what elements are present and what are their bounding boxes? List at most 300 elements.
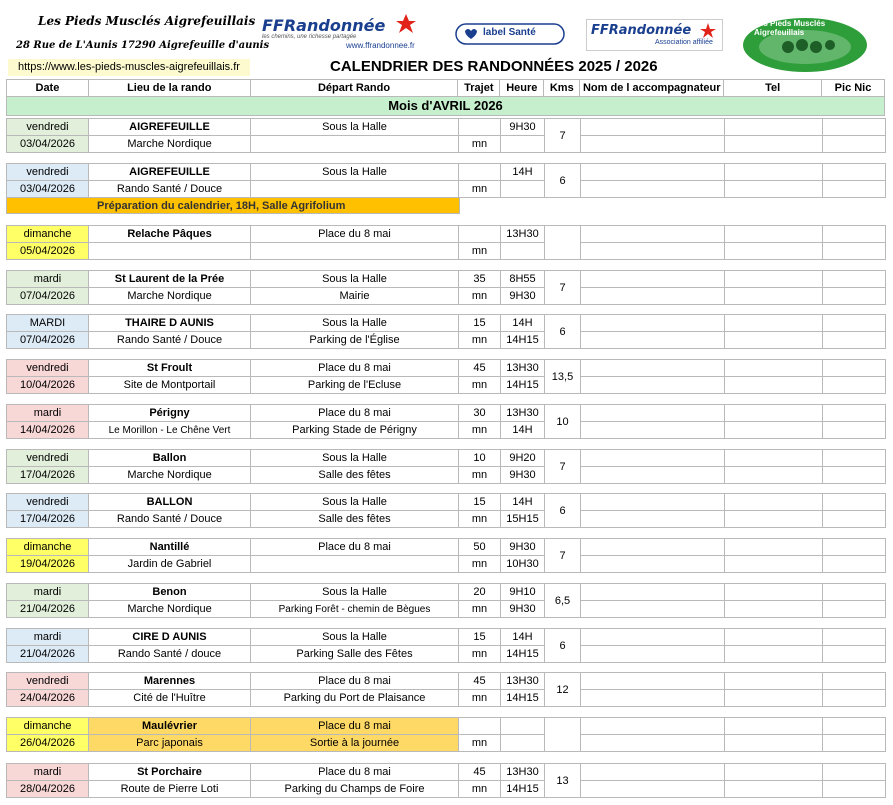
hike-picnic (823, 181, 886, 198)
club-address: 28 Rue de L'Aunis 17290 Aigrefeuille d'aunis (16, 40, 270, 51)
hike-tel (725, 718, 823, 735)
hike-meeting-point: Mairie (251, 288, 459, 305)
hike-day: dimanche (7, 226, 89, 243)
hike-place: Périgny (89, 405, 251, 422)
hike-day: vendredi (7, 673, 89, 690)
hike-meeting-point: Parking du Champs de Foire (251, 781, 459, 798)
hike-guide (581, 511, 725, 528)
hike-guide (581, 690, 725, 707)
hike-kms: 10 (545, 405, 581, 439)
hike-guide (581, 494, 725, 511)
hike-trajet (459, 119, 501, 136)
hike-trajet: 30 (459, 405, 501, 422)
hike-departure: Sous la Halle (251, 450, 459, 467)
hike-guide (581, 377, 725, 394)
hike-guide (581, 584, 725, 601)
hike-place: St Froult (89, 360, 251, 377)
hike-kms: 6 (545, 629, 581, 663)
hike-trajet: 50 (459, 539, 501, 556)
hike-kms: 6 (545, 164, 581, 198)
hike-subtitle: Rando Santé / Douce (89, 511, 251, 528)
hike-trajet: 15 (459, 315, 501, 332)
hike-departure: Sous la Halle (251, 315, 459, 332)
hike-meeting-point (251, 243, 459, 260)
hike-guide (581, 646, 725, 663)
hiker-star-icon (699, 22, 717, 40)
hike-departure: Sous la Halle (251, 584, 459, 601)
hike-tel (725, 332, 823, 349)
hike-trajet-unit: mn (459, 511, 501, 528)
col-header-date: Date (7, 80, 89, 97)
hike-trajet-unit: mn (459, 422, 501, 439)
hike-picnic (823, 119, 886, 136)
hike-departure: Place du 8 mai (251, 718, 459, 735)
hike-meeting-point (251, 181, 459, 198)
hike-trajet-unit: mn (459, 690, 501, 707)
hike-picnic (823, 136, 886, 153)
hike-time-2: 14H15 (501, 646, 545, 663)
hike-time-2: 14H (501, 422, 545, 439)
hike-guide (581, 422, 725, 439)
hike-guide (581, 315, 725, 332)
hike-subtitle: Marche Nordique (89, 136, 251, 153)
hike-trajet-unit: mn (459, 467, 501, 484)
hike-tel (725, 467, 823, 484)
hike-date: 07/04/2026 (7, 288, 89, 305)
hike-block (6, 225, 886, 260)
hike-date: 21/04/2026 (7, 646, 89, 663)
hike-subtitle: Route de Pierre Loti (89, 781, 251, 798)
hike-departure: Place du 8 mai (251, 405, 459, 422)
hike-tel (725, 673, 823, 690)
hike-meeting-point: Parking Forêt - chemin de Bègues (251, 601, 459, 618)
hike-tel (725, 764, 823, 781)
hike-subtitle: Site de Montportail (89, 377, 251, 394)
hike-date: 21/04/2026 (7, 601, 89, 618)
hike-picnic (823, 556, 886, 573)
hike-tel (725, 690, 823, 707)
hike-subtitle: Marche Nordique (89, 288, 251, 305)
hike-guide (581, 718, 725, 735)
hike-picnic (823, 690, 886, 707)
page-title: CALENDRIER DES RANDONNÉES 2025 / 2026 (330, 58, 658, 75)
hike-picnic (823, 377, 886, 394)
hike-picnic (823, 467, 886, 484)
hike-day: mardi (7, 629, 89, 646)
hike-subtitle: Jardin de Gabriel (89, 556, 251, 573)
hike-tel (725, 450, 823, 467)
club-logo (740, 15, 870, 75)
hike-time-2: 14H15 (501, 377, 545, 394)
hike-departure: Sous la Halle (251, 629, 459, 646)
hike-date: 26/04/2026 (7, 735, 89, 752)
hike-guide (581, 360, 725, 377)
hike-day: mardi (7, 405, 89, 422)
hike-guide (581, 271, 725, 288)
hike-date: 03/04/2026 (7, 181, 89, 198)
hike-tel (725, 360, 823, 377)
hike-tel (725, 781, 823, 798)
hike-date: 17/04/2026 (7, 511, 89, 528)
hike-kms: 12 (545, 673, 581, 707)
hike-departure: Sous la Halle (251, 271, 459, 288)
column-header-row (6, 79, 885, 97)
hike-trajet: 10 (459, 450, 501, 467)
hike-day: dimanche (7, 718, 89, 735)
ffrandonnee-affiliated-logo (586, 19, 723, 51)
hike-picnic (823, 494, 886, 511)
hike-day: vendredi (7, 450, 89, 467)
hike-trajet-unit: mn (459, 288, 501, 305)
hike-meeting-point: Parking Stade de Périgny (251, 422, 459, 439)
hike-time-1 (501, 718, 545, 735)
hike-trajet (459, 718, 501, 735)
hike-trajet: 45 (459, 764, 501, 781)
hike-tel (725, 422, 823, 439)
hike-time-2 (501, 181, 545, 198)
hike-time-1: 13H30 (501, 673, 545, 690)
hike-time-2: 10H30 (501, 556, 545, 573)
hike-picnic (823, 450, 886, 467)
hike-tel (725, 315, 823, 332)
ffrandonnee-logo (262, 16, 422, 52)
hike-time-1: 14H (501, 629, 545, 646)
hike-kms: 7 (545, 450, 581, 484)
hike-guide (581, 136, 725, 153)
hike-subtitle: Rando Santé / Douce (89, 181, 251, 198)
hike-trajet-unit: mn (459, 601, 501, 618)
hike-time-2: 9H30 (501, 601, 545, 618)
hike-trajet: 35 (459, 271, 501, 288)
hike-kms: 13 (545, 764, 581, 798)
ffrandonnee-logo-url: www.ffrandonnee.fr (346, 41, 415, 50)
hike-time-1: 8H55 (501, 271, 545, 288)
hike-guide (581, 405, 725, 422)
hike-kms: 6,5 (545, 584, 581, 618)
hike-time-1: 13H30 (501, 226, 545, 243)
page-header (0, 0, 893, 80)
hike-subtitle: Parc japonais (89, 735, 251, 752)
club-url-link[interactable]: https://www.les-pieds-muscles-aigrefeuillais.fr (8, 59, 250, 76)
club-name: Les Pieds Musclés Aigrefeuillais (38, 14, 256, 28)
ffrandonnee-logo-tagline: les chemins, une richesse partagée (262, 34, 357, 40)
hike-time-1: 9H30 (501, 539, 545, 556)
hike-block (6, 118, 886, 153)
hike-trajet: 45 (459, 360, 501, 377)
hike-picnic (823, 584, 886, 601)
hike-place: Maulévrier (89, 718, 251, 735)
hike-meeting-point: Salle des fêtes (251, 467, 459, 484)
hike-trajet: 20 (459, 584, 501, 601)
hike-date: 03/04/2026 (7, 136, 89, 153)
hike-time-2 (501, 136, 545, 153)
hike-guide (581, 556, 725, 573)
hiker-star-icon (395, 12, 417, 36)
hike-subtitle: Cité de l'Huître (89, 690, 251, 707)
hike-tel (725, 556, 823, 573)
hike-meeting-point: Parking du Port de Plaisance (251, 690, 459, 707)
hike-place: St Porchaire (89, 764, 251, 781)
hike-time-2: 9H30 (501, 467, 545, 484)
hike-date: 19/04/2026 (7, 556, 89, 573)
hike-meeting-point: Salle des fêtes (251, 511, 459, 528)
hike-trajet-unit: mn (459, 556, 501, 573)
hike-block (6, 359, 886, 394)
hike-trajet-unit: mn (459, 181, 501, 198)
hike-guide (581, 243, 725, 260)
hike-tel (725, 226, 823, 243)
hike-guide (581, 764, 725, 781)
hike-guide (581, 181, 725, 198)
hike-picnic (823, 735, 886, 752)
hike-place: Relache Pâques (89, 226, 251, 243)
hike-picnic (823, 405, 886, 422)
hike-departure: Place du 8 mai (251, 360, 459, 377)
hike-day: mardi (7, 271, 89, 288)
hike-day: vendredi (7, 164, 89, 181)
hike-time-1: 9H20 (501, 450, 545, 467)
hike-picnic (823, 315, 886, 332)
hike-time-2 (501, 243, 545, 260)
hike-kms: 6 (545, 315, 581, 349)
ffrandonnee-logo-word: FFRandonnée (262, 16, 386, 35)
hike-day: dimanche (7, 539, 89, 556)
ffrandonnee-affiliated-sub: Association affiliée (655, 39, 713, 46)
hike-tel (725, 494, 823, 511)
hike-trajet-unit: mn (459, 781, 501, 798)
hike-tel (725, 377, 823, 394)
hike-subtitle: Marche Nordique (89, 467, 251, 484)
hike-guide (581, 735, 725, 752)
hike-place: Nantillé (89, 539, 251, 556)
hike-tel (725, 511, 823, 528)
hike-trajet: 15 (459, 629, 501, 646)
hike-day: vendredi (7, 119, 89, 136)
hike-place: BALLON (89, 494, 251, 511)
hike-meeting-point: Parking de l'Église (251, 332, 459, 349)
hike-picnic (823, 629, 886, 646)
hike-time-1: 9H30 (501, 119, 545, 136)
hike-picnic (823, 288, 886, 305)
hike-tel (725, 646, 823, 663)
hike-time-1: 13H30 (501, 405, 545, 422)
hike-date: 05/04/2026 (7, 243, 89, 260)
hike-time-1: 14H (501, 494, 545, 511)
hike-trajet (459, 226, 501, 243)
hike-tel (725, 601, 823, 618)
hike-tel (725, 243, 823, 260)
hike-block (6, 763, 886, 798)
hike-block (6, 538, 886, 573)
hike-subtitle: Marche Nordique (89, 601, 251, 618)
hike-guide (581, 332, 725, 349)
hike-picnic (823, 511, 886, 528)
hike-picnic (823, 646, 886, 663)
hike-subtitle: Rando Santé / Douce (89, 332, 251, 349)
hike-picnic (823, 539, 886, 556)
label-sante-text: label Santé (483, 27, 536, 38)
hike-block (6, 672, 886, 707)
col-header-kms: Kms (544, 80, 580, 97)
hike-tel (725, 405, 823, 422)
hike-block (6, 314, 886, 349)
hike-block (6, 628, 886, 663)
hike-guide (581, 226, 725, 243)
hike-day: mardi (7, 764, 89, 781)
hike-departure: Sous la Halle (251, 164, 459, 181)
hike-block (6, 404, 886, 439)
hike-kms: 7 (545, 271, 581, 305)
hike-kms: 7 (545, 539, 581, 573)
hike-picnic (823, 243, 886, 260)
hike-meeting-point: Sortie à la journée (251, 735, 459, 752)
hike-tel (725, 181, 823, 198)
hike-time-2: 15H15 (501, 511, 545, 528)
hike-place: Benon (89, 584, 251, 601)
hike-tel (725, 164, 823, 181)
hike-place: Ballon (89, 450, 251, 467)
hike-time-2: 14H15 (501, 781, 545, 798)
hike-departure: Place du 8 mai (251, 539, 459, 556)
hike-picnic (823, 360, 886, 377)
hike-meeting-point (251, 556, 459, 573)
col-header-tel: Tel (724, 80, 822, 97)
hike-subtitle (89, 243, 251, 260)
hike-trajet-unit: mn (459, 243, 501, 260)
hike-guide (581, 539, 725, 556)
col-header-picnic: Pic Nic (822, 80, 885, 97)
hike-tel (725, 629, 823, 646)
hike-tel (725, 735, 823, 752)
hike-kms: 6 (545, 494, 581, 528)
col-header-time: Heure (500, 80, 544, 97)
hike-picnic (823, 781, 886, 798)
hike-tel (725, 584, 823, 601)
hike-tel (725, 136, 823, 153)
hike-time-2: 14H15 (501, 332, 545, 349)
hike-block (6, 449, 886, 484)
hike-trajet: 45 (459, 673, 501, 690)
club-logo-text: Les Pieds Musclés Aigrefeuillais (754, 19, 826, 37)
hike-tel (725, 539, 823, 556)
hike-date: 07/04/2026 (7, 332, 89, 349)
hike-guide (581, 119, 725, 136)
col-header-departure: Départ Rando (250, 80, 458, 97)
hike-place: Marennes (89, 673, 251, 690)
hike-place: AIGREFEUILLE (89, 119, 251, 136)
hike-subtitle: Rando Santé / douce (89, 646, 251, 663)
hike-departure: Sous la Halle (251, 494, 459, 511)
ffrandonnee-affiliated-word: FFRandonnée (591, 23, 692, 38)
hike-picnic (823, 164, 886, 181)
hike-guide (581, 673, 725, 690)
col-header-trajet: Trajet (458, 80, 500, 97)
hike-trajet-unit: mn (459, 332, 501, 349)
col-header-place: Lieu de la rando (88, 80, 250, 97)
hike-meeting-point (251, 136, 459, 153)
hike-day: mardi (7, 584, 89, 601)
hike-place: THAIRE D AUNIS (89, 315, 251, 332)
hike-trajet-unit: mn (459, 646, 501, 663)
hike-kms (545, 718, 581, 752)
hike-time-1: 9H10 (501, 584, 545, 601)
hike-date: 24/04/2026 (7, 690, 89, 707)
hike-picnic (823, 673, 886, 690)
hike-date: 14/04/2026 (7, 422, 89, 439)
hike-trajet-unit: mn (459, 377, 501, 394)
hike-kms: 13,5 (545, 360, 581, 394)
hike-time-2: 9H30 (501, 288, 545, 305)
col-header-guide: Nom de l accompagnateur (580, 80, 724, 97)
hike-kms (545, 226, 581, 260)
hike-guide (581, 164, 725, 181)
hike-picnic (823, 271, 886, 288)
hike-guide (581, 467, 725, 484)
hike-guide (581, 288, 725, 305)
hike-day: vendredi (7, 360, 89, 377)
hike-time-1: 13H30 (501, 360, 545, 377)
month-banner: Mois d'AVRIL 2026 (6, 96, 885, 116)
hike-day: MARDI (7, 315, 89, 332)
hike-subtitle: Le Morillon - Le Chêne Vert (89, 422, 251, 439)
hike-block (6, 717, 886, 752)
hike-time-1: 14H (501, 315, 545, 332)
hike-tel (725, 119, 823, 136)
hike-date: 17/04/2026 (7, 467, 89, 484)
hike-guide (581, 781, 725, 798)
hike-block (6, 270, 886, 305)
hike-trajet-unit: mn (459, 136, 501, 153)
hike-trajet-unit: mn (459, 735, 501, 752)
hike-guide (581, 629, 725, 646)
calendar-prep-note: Préparation du calendrier, 18H, Salle Agrifolium (6, 197, 460, 214)
hike-time-1: 13H30 (501, 764, 545, 781)
hike-departure: Sous la Halle (251, 119, 459, 136)
hike-place: CIRE D AUNIS (89, 629, 251, 646)
hike-departure: Place du 8 mai (251, 226, 459, 243)
hike-picnic (823, 718, 886, 735)
hike-block (6, 583, 886, 618)
hike-date: 10/04/2026 (7, 377, 89, 394)
hike-block (6, 493, 886, 528)
hike-picnic (823, 226, 886, 243)
hike-tel (725, 271, 823, 288)
hike-tel (725, 288, 823, 305)
hike-time-2: 14H15 (501, 690, 545, 707)
hike-picnic (823, 332, 886, 349)
hike-departure: Place du 8 mai (251, 673, 459, 690)
hike-trajet (459, 164, 501, 181)
hike-meeting-point: Parking Salle des Fêtes (251, 646, 459, 663)
hike-guide (581, 450, 725, 467)
hike-picnic (823, 764, 886, 781)
hike-kms: 7 (545, 119, 581, 153)
hike-place: St Laurent de la Prée (89, 271, 251, 288)
hike-meeting-point: Parking de l'Ecluse (251, 377, 459, 394)
hike-guide (581, 601, 725, 618)
hike-trajet: 15 (459, 494, 501, 511)
hike-departure: Place du 8 mai (251, 764, 459, 781)
hike-picnic (823, 601, 886, 618)
hike-place: AIGREFEUILLE (89, 164, 251, 181)
hike-time-1: 14H (501, 164, 545, 181)
hike-picnic (823, 422, 886, 439)
hike-day: vendredi (7, 494, 89, 511)
hike-date: 28/04/2026 (7, 781, 89, 798)
label-sante-logo (455, 22, 565, 46)
hike-time-2 (501, 735, 545, 752)
hike-block (6, 163, 886, 198)
